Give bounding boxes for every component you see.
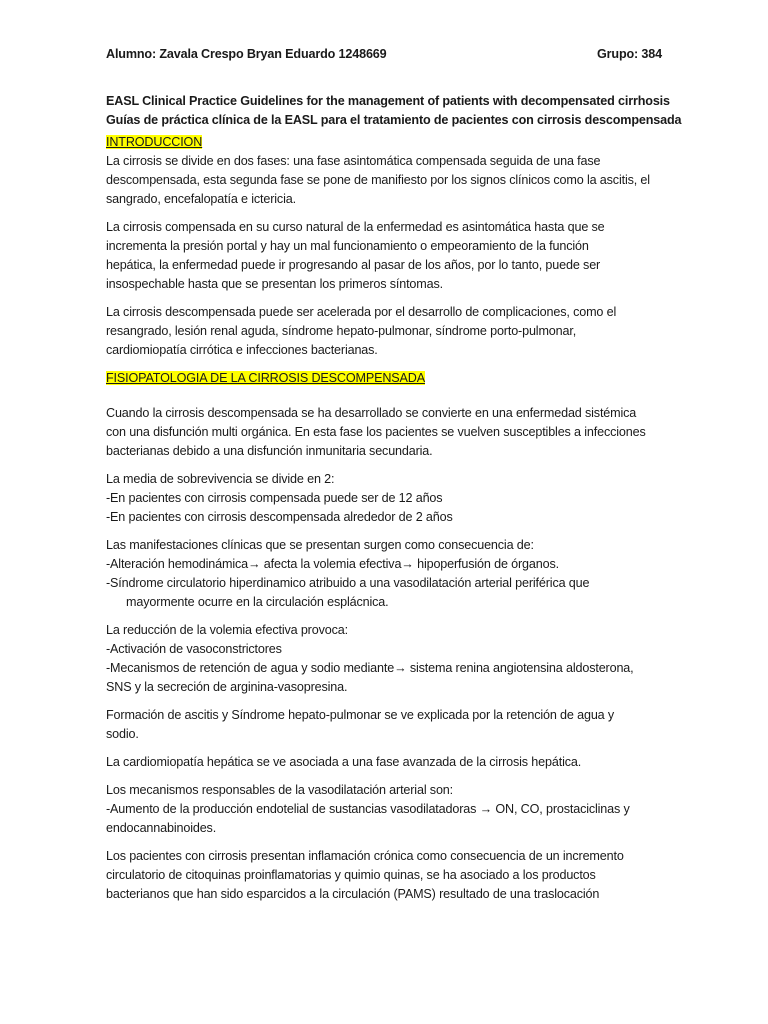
title-english: EASL Clinical Practice Guidelines for the management of patients with decompensated cirrhosis bbox=[106, 94, 670, 108]
physio-paragraph-1: Cuando la cirrosis descompensada se ha desarrollado se convierte en una enfermedad sistémica con una disfunción multi orgánica. En esta fase los pacientes se vuelven susceptibles a infecciones bacterianas debido a una disfunción inmunitaria secundaria. bbox=[106, 406, 646, 458]
physio-paragraph-7: Los mecanismos responsables de la vasodilatación arterial son: -Aumento de la producción endotelial de sustancias vasodilatadoras → ON, CO, prostaciclinas y endocannabinoides. bbox=[106, 783, 630, 835]
physio-paragraph-3: Las manifestaciones clínicas que se presentan surgen como consecuencia de: -Alteración hemodinámica→ afecta la volemia efectiva→ hipoperfusión de órganos. -Síndrome circulatorio hiperdinamico atribuido a una vasodilatación arterial periférica que mayormente ocurre en la circulación esplácnica. bbox=[106, 538, 590, 609]
document-title bbox=[106, 92, 682, 130]
intro-paragraph-2: La cirrosis compensada en su curso natural de la enfermedad es asintomática hasta que se incrementa la presión portal y hay un mal funcionamiento o empeoramiento de la función hepática, la enfermedad puede ir progresando al pasar de los años, por lo tanto, puede ser insospechable hasta que se presentan los primeros síntomas. bbox=[106, 220, 605, 291]
section-heading-introduccion: INTRODUCCION bbox=[106, 135, 203, 149]
student-name: Alumno: Zavala Crespo Bryan Eduardo 1248669 bbox=[106, 47, 387, 61]
document-header bbox=[106, 45, 662, 64]
physio-paragraph-2: La media de sobrevivencia se divide en 2: -En pacientes con cirrosis compensada puede ser de 12 años -En pacientes con cirrosis descompensada alrededor de 2 años bbox=[106, 472, 453, 524]
physio-paragraph-6: La cardiomiopatía hepática se ve asociada a una fase avanzada de la cirrosis hepática. bbox=[106, 755, 582, 769]
title-spanish: Guías de práctica clínica de la EASL para el tratamiento de pacientes con cirrosis descompensada bbox=[106, 113, 682, 127]
physio-paragraph-4: La reducción de la volemia efectiva provoca: -Activación de vasoconstrictores -Mecanismos de retención de agua y sodio mediante→ sistema renina angiotensina aldosterona, SNS y la secreción de arginina-vasopresina. bbox=[106, 623, 634, 694]
intro-paragraph-1: La cirrosis se divide en dos fases: una fase asintomática compensada seguida de una fase descompensada, esta segunda fase se pone de manifiesto por los signos clínicos como la ascitis, el sangrado, encefalopatía e ictericia. bbox=[106, 154, 650, 206]
physio-paragraph-8: Los pacientes con cirrosis presentan inflamación crónica como consecuencia de un incremento circulatorio de citoquinas proinflamatorias y quimio quinas, se ha asociado a los productos bacterianos que han sido esparcidos a la circulación (PAMS) resultado de una traslocación bbox=[106, 849, 624, 901]
physio-paragraph-5: Formación de ascitis y Síndrome hepato-pulmonar se ve explicada por la retención de agua y sodio. bbox=[106, 708, 615, 741]
document-page bbox=[106, 45, 682, 913]
group-number: Grupo: 384 bbox=[597, 47, 662, 61]
section-heading-fisiopatologia: FISIOPATOLOGIA DE LA CIRROSIS DESCOMPENSADA bbox=[106, 371, 425, 385]
intro-paragraph-3: La cirrosis descompensada puede ser acelerada por el desarrollo de complicaciones, como el resangrado, lesión renal aguda, síndrome hepato-pulmonar, síndrome porto-pulmonar, cardiomiopatía cirrótica e infecciones bacterianas. bbox=[106, 305, 617, 357]
